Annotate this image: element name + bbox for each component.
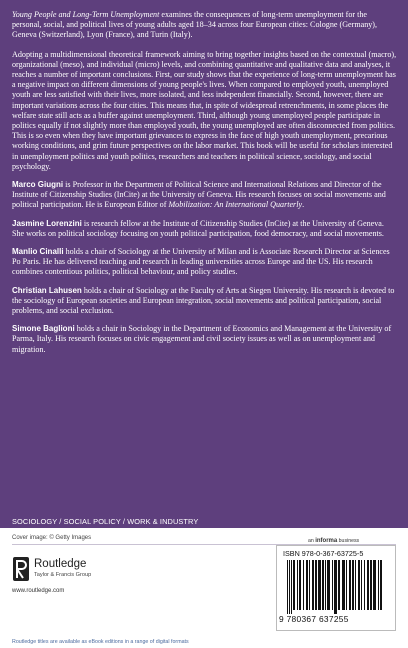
author-name: Manlio Cinalli: [12, 247, 64, 257]
author-bio: [12, 286, 397, 317]
author-bio-tail: .: [302, 200, 305, 210]
author-bio-text: is Professor in the Department of Political Science and International Relations and Director of the Institute of Citizenship Studies (InCite) at the University of Geneva. His research focuses on social movements and political participation. He is European Editor of: [12, 180, 386, 210]
informa-prefix: an: [308, 538, 316, 544]
barcode-bar: [358, 560, 360, 610]
subject-categories: SOCIOLOGY / SOCIAL POLICY / WORK & INDUSTRY: [12, 517, 199, 526]
barcode-bar: [334, 560, 337, 614]
barcode: [283, 560, 391, 614]
description-text: examines the consequences of long-term unemployment for the personal, social, and political lives of young adults aged 18–34 across four European cities: Cologne (Germany), Geneva (Switzerland), Lyon (France), and Turin (Italy).: [12, 10, 378, 40]
barcode-bar: [299, 560, 301, 610]
barcode-bar: [378, 560, 379, 610]
book-description: [12, 10, 397, 41]
barcode-bar: [352, 560, 354, 610]
barcode-bar: [332, 560, 333, 610]
author-name: Christian Lahusen: [12, 285, 82, 295]
informa-brand: informa: [315, 538, 338, 544]
barcode-bar: [289, 560, 290, 614]
isbn-label: ISBN 978-0-367-63725-5: [283, 549, 364, 558]
informa-suffix: business: [337, 538, 360, 544]
back-cover-text: [12, 10, 397, 363]
author-bio-text: holds a chair in Sociology in the Department of Economics and Management at the University of Parma, Italy. His research focuses on civic engagement and civil society issues as well as on unemployment and migration.: [12, 324, 392, 354]
publisher-group: Taylor & Francis Group: [34, 572, 92, 578]
body-paragraph: Adopting a multidimensional theoretical framework aiming to bring together insights based on the contextual (macro), organizational (meso), and individual (micro) levels, and combining quantitative and qualitative data and analyses, it reaches a number of important conclusions. First, our study shows that the experience of long-term unemployment has a negative impact on different dimensions of young people's lives. When compared to employed youth, unemployed youth are less satisfied with their lives, more isolated, and less independent financially. Second, however, there are important variations across the four cities. This means that, in spite of widespread retrenchments, in some places the welfare state still acts as a buffer against unemployment. Third, although young unemployed people participate in politics equally if not slightly more than employed youth, the young unemployed are often disconnected from politics. This is so even when they have important grievances to express in the face of high youth unemployment, precarious working conditions, and grim future perspectives on the labor market. This book will be useful for scholars interested in unemployment politics and youth politics, researchers and teachers in political science, sociology, and social psychology.: [12, 49, 397, 171]
barcode-bar: [361, 560, 362, 610]
back-cover-footer: [0, 528, 408, 648]
barcode-bar: [349, 560, 351, 610]
barcode-bar: [367, 560, 369, 610]
barcode-bar: [293, 560, 295, 610]
barcode-bar: [297, 560, 298, 610]
author-bio: [12, 247, 397, 278]
author-bio: [12, 180, 397, 211]
publisher-name: Routledge: [34, 558, 87, 570]
barcode-bar: [338, 560, 340, 610]
ebook-note: Routledge titles are available as eBook editions in a range of digital formats: [12, 639, 189, 645]
author-bio: [12, 219, 397, 239]
isbn-barcode-box: [276, 545, 396, 631]
barcode-bar: [318, 560, 321, 610]
publisher-website: www.routledge.com: [12, 588, 65, 594]
barcode-bar: [303, 560, 304, 610]
author-name: Simone Baglioni: [12, 324, 75, 334]
barcode-bar: [325, 560, 326, 610]
barcode-bar: [327, 560, 330, 610]
routledge-logo-icon: [12, 556, 30, 582]
author-bio-text: holds a chair of Sociology at the University of Milan and is Associate Research Director at Sciences Po Paris. He has delivered teaching and research in leading universities across Europe and the US. His research combines contentious politics, political behaviour, and policy studies.: [12, 247, 390, 277]
cover-image-credit: Cover image: © Getty Images: [12, 535, 92, 541]
author-name: Jasmine Lorenzini: [12, 218, 82, 228]
informa-tagline: [308, 538, 359, 544]
barcode-bar: [306, 560, 308, 610]
barcode-digits: 9 780367 637255: [279, 614, 349, 624]
author-bio: [12, 324, 397, 355]
barcode-bar: [309, 560, 310, 610]
barcode-bar: [315, 560, 317, 610]
author-bio-text: is research fellow at the Institute of Citizenship Studies (InCite) at the University of Geneva. She works on political sociology focusing on youth political participation, food democracy, and social movements.: [12, 218, 384, 238]
barcode-bar: [370, 560, 372, 610]
barcode-bar: [355, 560, 356, 610]
barcode-bar: [380, 560, 382, 610]
barcode-bar: [346, 560, 347, 610]
barcode-bar: [364, 560, 365, 610]
barcode-bar: [287, 560, 288, 614]
barcode-bar: [342, 560, 345, 610]
barcode-bar: [291, 560, 292, 614]
author-bio-text: holds a chair of Sociology at the Faculty of Arts at Siegen University. His research is devoted to the sociology of European societies and European integration, social movements and political participation, social problems, and social exclusion.: [12, 285, 395, 316]
journal-title: Mobilization: An International Quarterly: [168, 200, 303, 210]
author-name: Marco Giugni: [12, 180, 64, 190]
book-title: Young People and Long-Term Unemployment: [12, 10, 160, 19]
barcode-bar: [322, 560, 324, 610]
barcode-bar: [312, 560, 314, 610]
barcode-bar: [373, 560, 376, 610]
